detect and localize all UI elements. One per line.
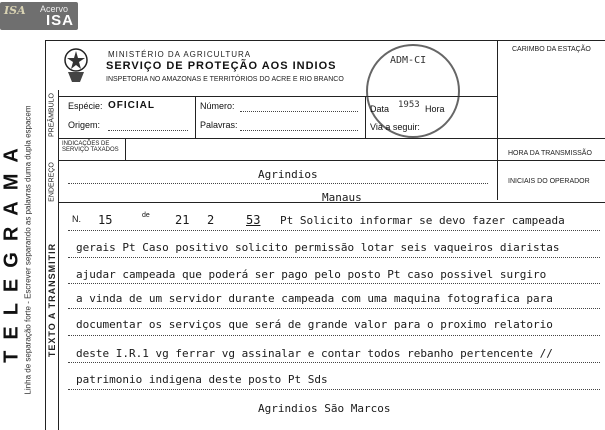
especie-divider xyxy=(195,96,196,138)
hora-line xyxy=(497,160,605,161)
de-label: de xyxy=(142,212,150,219)
isa-brand: ISA xyxy=(46,12,75,29)
form-inner-border xyxy=(58,90,59,430)
date-day: 21 xyxy=(175,213,190,227)
address-line-1 xyxy=(68,183,488,184)
hora-label: Hora xyxy=(425,104,445,114)
data-label: Data xyxy=(370,104,390,114)
preambulo-bottom-line xyxy=(58,138,605,139)
stamp-year: 1953 xyxy=(398,100,420,110)
endereco-label: ENDEREÇO xyxy=(48,162,56,202)
origem-field xyxy=(108,130,188,131)
message-line-5: documentar os serviços que será de grande valor para o proximo relatorio xyxy=(76,318,553,331)
iniciais-operador-label: INICIAIS DO OPERADOR xyxy=(508,178,590,185)
message-number: 15 xyxy=(98,213,113,227)
form-top-border xyxy=(45,40,605,41)
isa-watermark-small: ISA xyxy=(4,4,26,17)
numero-label: Número: xyxy=(200,101,235,111)
recipient-name: Agrindios xyxy=(258,168,318,181)
message-line-7: patrimonio indigena deste posto Pt Sds xyxy=(76,373,328,386)
especie-value: OFICIAL xyxy=(108,100,155,111)
message-line-4: a vinda de um servidor durante campeada com uma maquina fotografica para xyxy=(76,292,553,305)
message-line-1: Pt Solicito informar se devo fazer campeada xyxy=(280,214,565,227)
carimbo-label: CARIMBO DA ESTAÇÃO xyxy=(512,46,591,53)
numero-field xyxy=(240,111,358,112)
guide-line xyxy=(68,335,600,336)
texto-a-transmitir-label: TEXTO A TRANSMITIR xyxy=(47,242,57,358)
recipient-city: Manaus xyxy=(322,191,362,204)
guide-line xyxy=(68,362,600,363)
numero-divider xyxy=(365,96,366,138)
service-title: SERVIÇO DE PROTEÇÃO AOS INDIOS xyxy=(106,60,337,72)
message-line-2: gerais Pt Caso positivo solicito permissão lotar seis vaqueiros diaristas xyxy=(76,241,560,254)
num-label: N. xyxy=(72,214,81,224)
carimbo-divider xyxy=(497,40,498,200)
coat-of-arms-icon xyxy=(62,46,90,86)
preambulo-label: PREÂMBULO xyxy=(48,93,56,137)
acervo-label: Acervo xyxy=(40,4,69,14)
signature: Agrindios São Marcos xyxy=(258,402,391,415)
message-line-3: ajudar campeada que poderá ser pago pelo posto Pt caso possivel surgiro xyxy=(76,268,547,281)
via-label: Via a seguir: xyxy=(370,122,420,132)
especie-label: Espécie: xyxy=(68,101,103,111)
side-instructions: Linha de separação forte - Escrever separando as palavras duma dupla espacem xyxy=(23,105,33,395)
inspectorate-label: INSPETORIA NO AMAZONAS E TERRITÓRIOS DO ACRE E RIO BRANCO xyxy=(106,76,344,83)
stamp-text: ADM-CI xyxy=(390,55,427,66)
date-year: 53 xyxy=(246,213,261,227)
ministry-label: MINISTÉRIO DA AGRICULTURA xyxy=(108,50,252,59)
palavras-field xyxy=(240,130,358,131)
guide-line xyxy=(68,230,600,231)
guide-line xyxy=(68,308,600,309)
message-line-6: deste I.R.1 vg ferrar vg assinalar e contar todos rebanho pertencente // xyxy=(76,347,553,360)
guide-line xyxy=(68,389,600,390)
palavras-label: Palavras: xyxy=(200,120,238,130)
hora-transmissao-label: HORA DA TRANSMISSÃO xyxy=(508,150,592,157)
telegrama-side-title: TELEGRAMA xyxy=(0,137,23,363)
guide-line xyxy=(68,257,600,258)
guide-line xyxy=(68,283,600,284)
origem-label: Origem: xyxy=(68,120,101,130)
indicacoes-label: INDICAÇÕES DE SERVIÇO TAXADOS xyxy=(62,141,119,153)
indicacoes-divider xyxy=(125,138,126,160)
date-month: 2 xyxy=(207,213,215,227)
form-left-border xyxy=(45,40,46,430)
